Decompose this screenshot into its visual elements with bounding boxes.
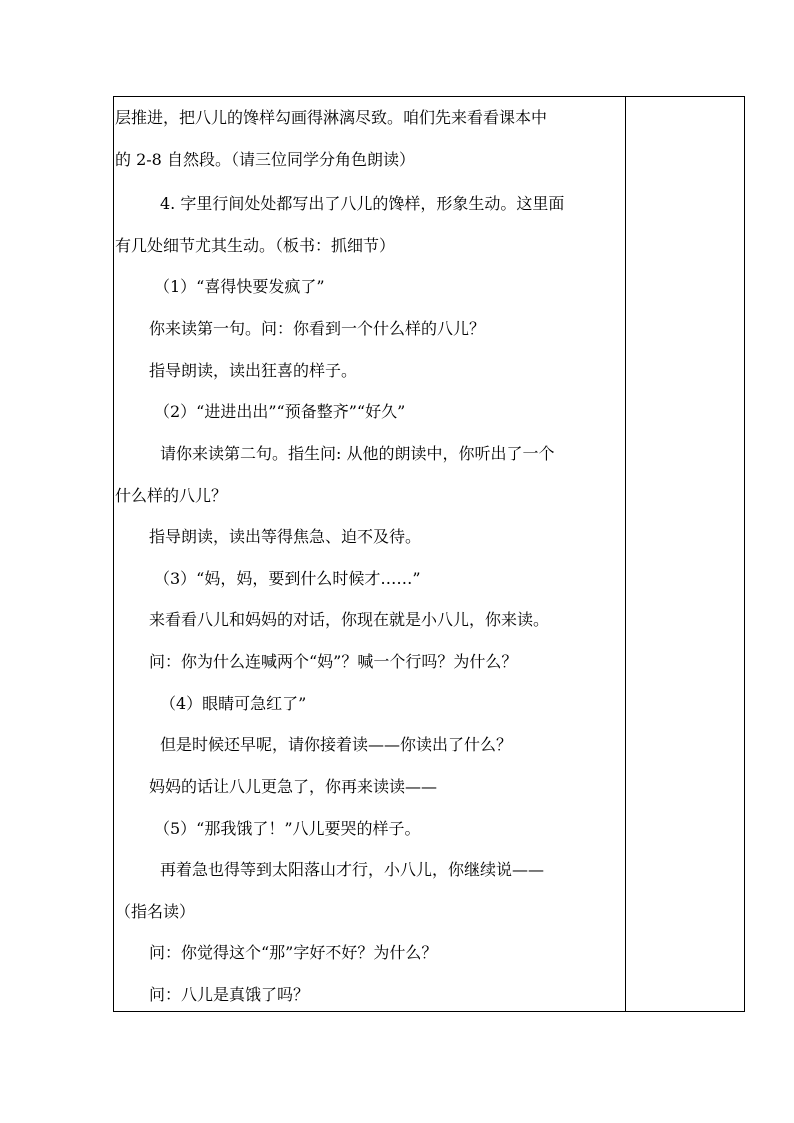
content-line: 问：你为什么连喊两个“妈”？喊一个行吗？为什么？: [149, 652, 518, 671]
content-line: （指名读）: [115, 902, 196, 921]
content-line: 层推进，把八儿的馋样勾画得淋漓尽致。咱们先来看看课本中: [115, 108, 548, 127]
lesson-content-cell: [114, 97, 625, 1011]
content-line: 请你来读第二句。指生问: 从他的朗读中，你听出了一个: [160, 444, 555, 463]
content-line: 指导朗读，读出等得焦急、迫不及待。: [149, 527, 422, 546]
content-line: （2）“进进出出”“预备整齐”“好久”: [154, 402, 406, 421]
content-line: 有几处细节尤其生动。（板书：抓细节）: [115, 236, 396, 255]
content-line: 妈妈的话让八儿更急了，你再来读读——: [149, 777, 438, 796]
content-line: （4）眼睛可急红了”: [160, 694, 307, 713]
lesson-plan-table: [113, 96, 745, 1012]
content-line: 4. 字里行间处处都写出了八儿的馋样，形象生动。这里面: [160, 194, 565, 213]
content-line: 指导朗读，读出狂喜的样子。: [149, 361, 358, 380]
content-line: （5）“那我饿了！”八儿要哭的样子。: [154, 819, 421, 838]
content-line: 什么样的八儿？: [115, 486, 228, 505]
content-line: 问：八儿是真饿了吗？: [149, 985, 310, 1004]
content-line: 的 2-8 自然段。（请三位同学分角色朗读）: [115, 150, 415, 169]
content-line: 你来读第一句。问：你看到一个什么样的八儿？: [149, 319, 486, 338]
notes-cell: [626, 97, 744, 1011]
content-line: （3）“妈，妈，要到什么时候才……”: [154, 569, 421, 588]
content-line: （1）“喜得快要发疯了”: [154, 277, 325, 296]
content-line: 再着急也得等到太阳落山才行，小八儿，你继续说——: [160, 860, 545, 879]
content-line: 问：你觉得这个“那”字好不好？为什么？: [149, 943, 438, 962]
content-line: 来看看八儿和妈妈的对话，你现在就是小八儿，你来读。: [149, 610, 550, 629]
content-line: 但是时候还早呢，请你接着读——你读出了什么？: [160, 735, 513, 754]
